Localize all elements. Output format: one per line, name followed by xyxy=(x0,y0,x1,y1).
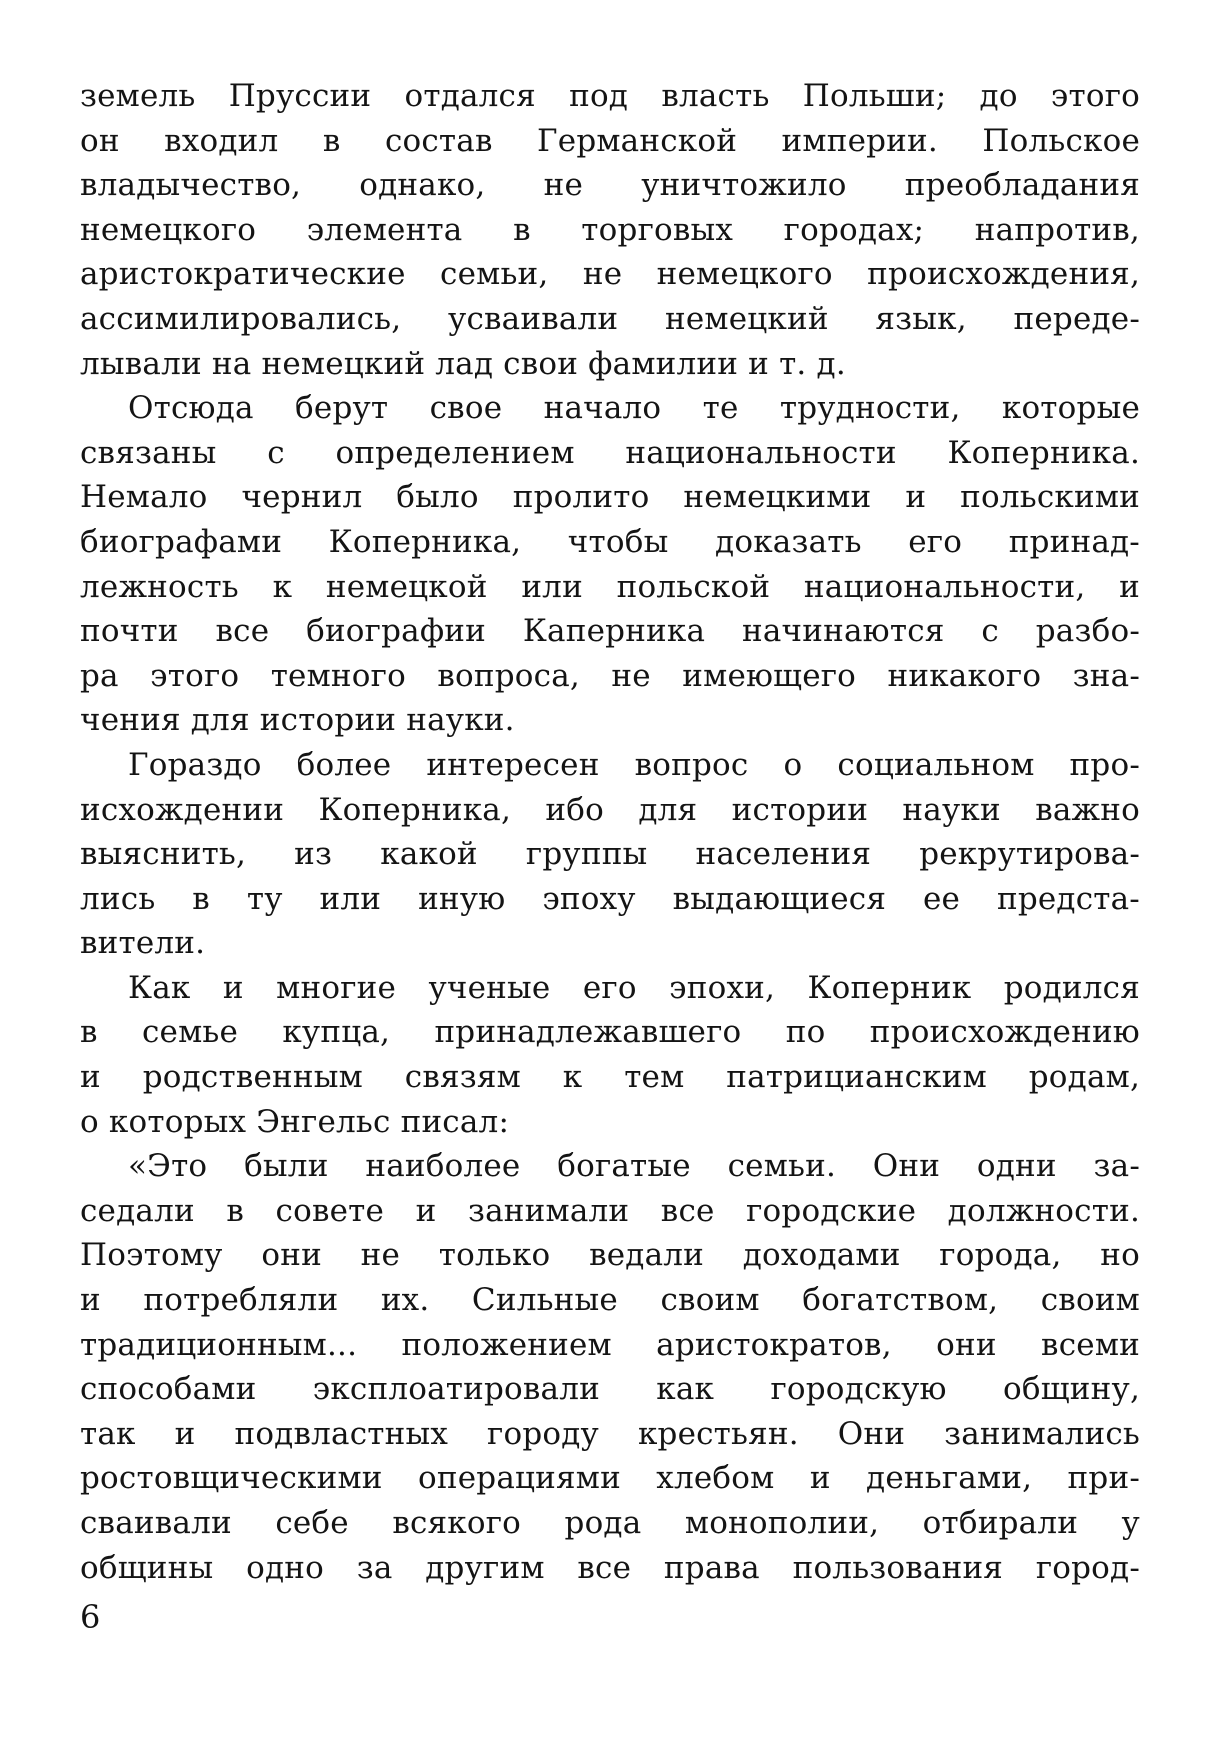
text-line: владычество, однако, не уничтожило преобладания xyxy=(80,167,1140,204)
text-line: аристократические семьи, не немецкого происхождения, xyxy=(80,256,1140,293)
text-line: он входил в состав Германской империи. Польское xyxy=(80,122,1140,159)
text-line: лывали на немецкий лад свои фамилии и т. д. xyxy=(80,345,846,382)
text-line: вители. xyxy=(80,925,206,962)
quote-line: сваивали себе всякого рода монополии, отбирали у xyxy=(80,1505,1140,1541)
quote-line: так и подвластных городу крестьян. Они занимались xyxy=(80,1415,1140,1452)
text-line: в семье купца, принадлежавшего по происхождению xyxy=(80,1014,1140,1051)
quote-line: и потребляли их. Сильные своим богатством, своим xyxy=(80,1282,1140,1319)
text-line: земель Пруссии отдался под власть Польши; до этого xyxy=(80,78,1140,114)
paragraph-first-line: Гораздо более интересен вопрос о социальном про- xyxy=(128,746,1140,783)
page-number: 6 xyxy=(80,1598,101,1636)
text-line: лись в ту или иную эпоху выдающиеся ее предста- xyxy=(80,880,1140,917)
text-line: исхождении Коперника, ибо для истории науки важно xyxy=(80,791,1140,828)
text-line: Немало чернил было пролито немецкими и польскими xyxy=(80,479,1140,516)
quote-line: седали в совете и занимали все городские должности. xyxy=(80,1192,1140,1229)
text-line: и родственным связям к тем патрицианским родам, xyxy=(80,1059,1140,1096)
quote-line: способами эксплоатировали как городскую общину, xyxy=(80,1371,1140,1408)
paragraph-first-line: Отсюда берут свое начало те трудности, которые xyxy=(128,390,1140,427)
text-line: немецкого элемента в торговых городах; напротив, xyxy=(80,211,1140,248)
quote-line: Поэтому они не только ведали доходами города, но xyxy=(80,1237,1140,1274)
quote-line: ростовщическими операциями хлебом и деньгами, при- xyxy=(80,1460,1140,1497)
text-line: связаны с определением национальности Коперника. xyxy=(80,434,1140,471)
text-line: почти все биографии Каперника начинаются с разбо- xyxy=(80,613,1140,650)
text-line: чения для истории науки. xyxy=(80,702,515,739)
body-text xyxy=(80,74,1140,1590)
text-line: о которых Энгельс писал: xyxy=(80,1103,510,1140)
quote-first-line: «Это были наиболее богатые семьи. Они одни за- xyxy=(128,1148,1140,1185)
text-line: лежность к немецкой или польской национальности, и xyxy=(80,568,1140,605)
quote-line: общины одно за другим все права пользования город- xyxy=(80,1549,1140,1586)
text-line: выяснить, из какой группы населения рекрутирова- xyxy=(80,836,1140,873)
text-line: ассимилировались, усваивали немецкий язык, переде- xyxy=(80,300,1140,337)
quote-line: традиционным... положением аристократов, они всеми xyxy=(80,1326,1140,1363)
paragraph-first-line: Как и многие ученые его эпохи, Коперник родился xyxy=(128,969,1140,1006)
text-line: ра этого темного вопроса, не имеющего никакого зна- xyxy=(80,657,1140,694)
text-line: биографами Коперника, чтобы доказать его принад- xyxy=(80,523,1140,560)
